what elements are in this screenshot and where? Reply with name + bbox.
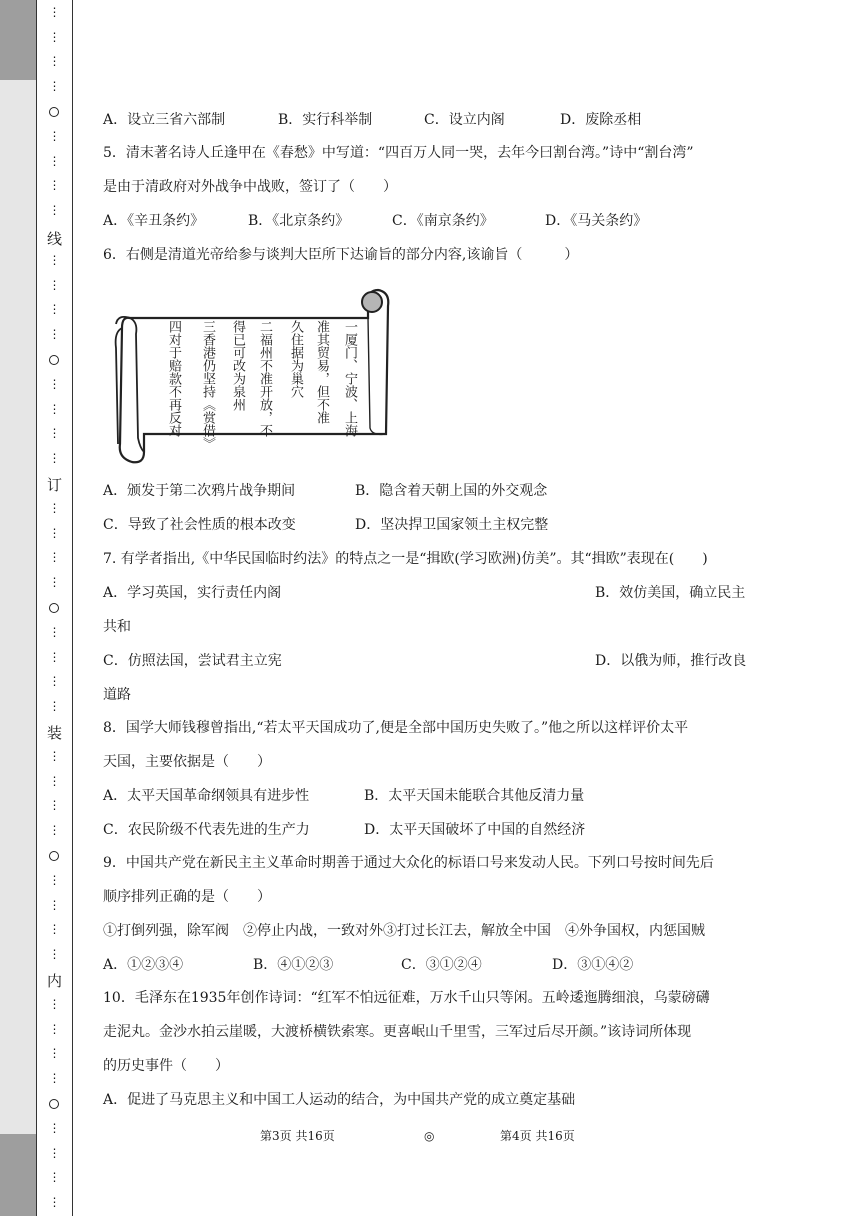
- edict-column-2: 准其贸易，但不准: [314, 320, 329, 424]
- dotted-line: ⋮ ⋮ ⋮ ⋮: [48, 501, 61, 589]
- dotted-line: ⋮ ⋮ ⋮ ⋮: [48, 377, 61, 465]
- footer-center-mark: ◎: [424, 1129, 435, 1143]
- q8-stem-line-1: 8．国学大师钱穆曾指出,“若太平天国成功了,便是全部中国历史失败了。”他之所以这样评价太平: [103, 720, 689, 736]
- q7-stem: 7. 有学者指出,《中华民国临时约法》的特点之一是“揖欧(学习欧洲)仿美”。其“揖欧”表现在( ): [103, 551, 708, 567]
- q9-option-d: D．③①④②: [552, 957, 634, 973]
- q5-stem-line-1: 5．清末著名诗人丘逢甲在《春愁》中写道：“四百万人同一哭，去年今曰割台湾。”诗中“割台湾”: [103, 145, 694, 161]
- q5-option-c: C．《南京条约》: [392, 213, 494, 229]
- q7-option-b: B．效仿美国，确立民主: [595, 585, 746, 601]
- edict-scroll-image: [110, 288, 390, 464]
- q9-option-c: C．③①②④: [401, 957, 482, 973]
- q8-option-c: C．农民阶级不代表先进的生产力: [103, 822, 310, 838]
- q9-stem-line-1: 9．中国共产党在新民主主义革命时期善于通过大众化的标语口号来发动人民。下列口号按时间先后: [103, 855, 714, 871]
- binding-hole-circle: [49, 1099, 59, 1109]
- q8-stem-line-2: 天国，主要依据是（ ）: [103, 754, 271, 770]
- margin-label-xian: 线: [46, 230, 62, 248]
- q10-stem-line-1: 10．毛泽东在1935年创作诗词：“红军不怕远征难，万水千山只等闲。五岭逶迤腾细浪，乌蒙磅礴: [103, 990, 710, 1006]
- q6-option-a: A．颁发于第二次鸦片战争期间: [103, 483, 296, 499]
- q7-option-a: A．学习英国，实行责任内阁: [103, 585, 282, 601]
- q4-option-c: C．设立内阁: [424, 112, 505, 128]
- edict-column-3: 久住据为巢穴: [288, 320, 303, 398]
- q8-option-a: A．太平天国革命纲领具有进步性: [103, 788, 310, 804]
- q8-option-d: D．太平天国破坏了中国的自然经济: [364, 822, 586, 838]
- binding-strip-top-block: [0, 0, 36, 80]
- binding-hole-circle: [49, 603, 59, 613]
- binding-margin: [37, 0, 72, 1216]
- edict-column-1: 一厦门、宁波、上海: [342, 320, 357, 437]
- dotted-line: ⋮ ⋮ ⋮ ⋮: [48, 625, 61, 713]
- q6-stem: 6．右侧是清道光帝给参与谈判大臣所下达谕旨的部分内容,该谕旨（ ）: [103, 247, 579, 263]
- q10-stem-line-2: 走泥丸。金沙水拍云崖暖，大渡桥横铁索寒。更喜岷山千里雪，三军过后尽开颜。”该诗词所体现: [103, 1024, 692, 1040]
- binding-strip-bottom-block: [0, 1134, 36, 1216]
- q6-option-c: C．导致了社会性质的根本改变: [103, 517, 296, 533]
- dotted-line: ⋮ ⋮ ⋮ ⋮: [48, 253, 61, 341]
- binding-hole-circle: [49, 851, 59, 861]
- binding-strip: [0, 0, 36, 1216]
- margin-label-zhuang: 装: [46, 724, 62, 742]
- edict-column-4: 二福州不准开放，不: [257, 320, 272, 437]
- q7-option-b-continued: 共和: [103, 619, 131, 635]
- edict-column-7: 四对于赔款不再反对: [166, 320, 181, 437]
- q10-stem-line-3: 的历史事件（ ）: [103, 1058, 229, 1074]
- dotted-line: ⋮ ⋮ ⋮ ⋮: [48, 129, 61, 217]
- dotted-line: ⋮ ⋮ ⋮ ⋮: [48, 5, 61, 93]
- q6-option-d: D．坚决捍卫国家领土主权完整: [355, 517, 549, 533]
- q8-option-b: B．太平天国未能联合其他反清力量: [364, 788, 585, 804]
- binding-hole-circle: [49, 355, 59, 365]
- footer-page-right: 第4页 共16页: [500, 1129, 575, 1143]
- margin-label-nei: 内: [46, 972, 62, 990]
- q6-option-b: B．隐含着天朝上国的外交观念: [355, 483, 548, 499]
- edict-column-6: 三香港仍坚持《赏借》: [200, 320, 215, 450]
- dotted-line: ⋮ ⋮ ⋮ ⋮: [48, 873, 61, 961]
- q5-option-d: D．《马关条约》: [545, 213, 648, 229]
- q7-option-d: D．以俄为师，推行改良: [595, 653, 747, 669]
- q7-option-d-continued: 道路: [103, 687, 131, 703]
- q5-stem-line-2: 是由于清政府对外战争中战败，签订了（ ）: [103, 179, 397, 195]
- q10-option-a: A．促进了马克思主义和中国工人运动的结合，为中国共产党的成立奠定基础: [103, 1092, 576, 1108]
- dotted-line: ⋮ ⋮ ⋮ ⋮: [48, 749, 61, 837]
- q7-option-c: C．仿照法国，尝试君主立宪: [103, 653, 282, 669]
- binding-border-line: [72, 0, 73, 1216]
- q5-option-b: B．《北京条约》: [248, 213, 350, 229]
- q4-option-d: D．废除丞相: [560, 112, 642, 128]
- edict-column-5: 得已可改为泉州: [230, 320, 245, 411]
- q9-slogans: ①打倒列强，除军阀 ②停止内战，一致对外③打过长江去，解放全中国 ④外争国权，内惩国贼: [103, 923, 705, 939]
- margin-label-ding: 订: [46, 476, 62, 494]
- footer-page-left: 第3页 共16页: [260, 1129, 335, 1143]
- q5-option-a: A．《辛丑条约》: [103, 213, 205, 229]
- q4-option-a: A．设立三省六部制: [103, 112, 226, 128]
- q4-option-b: B．实行科举制: [278, 112, 373, 128]
- q9-option-b: B．④①②③: [253, 957, 334, 973]
- q9-stem-line-2: 顺序排列正确的是（ ）: [103, 889, 271, 905]
- dotted-line: ⋮ ⋮ ⋮ ⋮: [48, 997, 61, 1085]
- dotted-line: ⋮ ⋮ ⋮ ⋮: [48, 1121, 61, 1209]
- binding-hole-circle: [49, 107, 59, 117]
- q9-option-a: A．①②③④: [103, 957, 184, 973]
